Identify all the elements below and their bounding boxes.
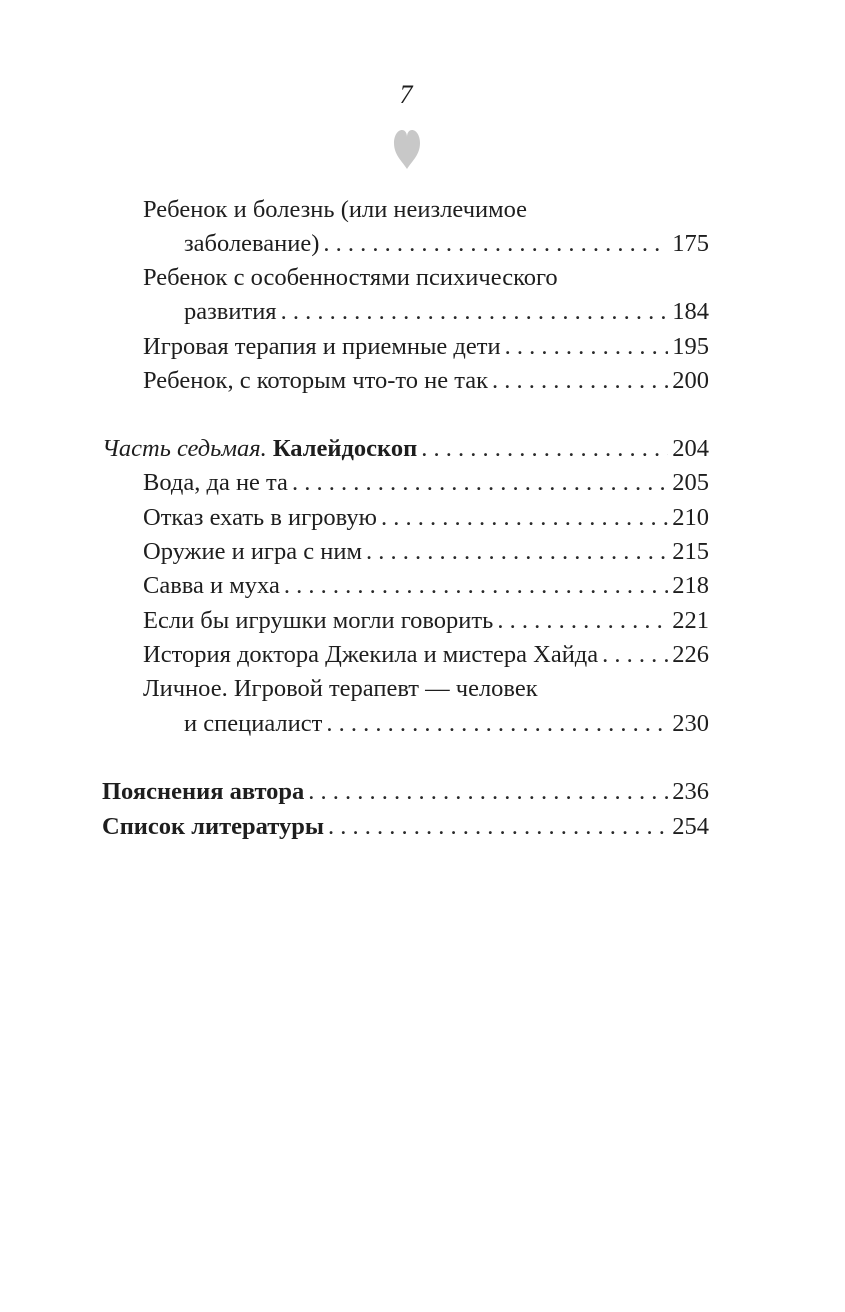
part-title: Калейдоскоп	[272, 435, 418, 462]
toc-page-number: 200	[672, 367, 709, 394]
toc-entry-continuation[interactable]	[184, 227, 709, 261]
toc-entry-title-line: развития	[184, 298, 277, 325]
toc-entry[interactable]	[143, 535, 709, 569]
toc-page-number: 236	[672, 778, 709, 805]
toc-entry-title-line: Ребенок и болезнь (или неизлечимое	[143, 196, 528, 223]
toc-entry-title: Оружие и игра с ним	[143, 538, 362, 565]
toc-entry[interactable]	[143, 604, 709, 638]
toc-entry-title-line: Личное. Игровой терапевт — человек	[143, 675, 538, 702]
toc-part-heading[interactable]	[102, 432, 709, 466]
toc-entry-title: История доктора Джекила и мистера Хайда	[143, 641, 599, 668]
dot-leader	[505, 330, 669, 364]
dot-leader	[328, 810, 668, 844]
toc-page-number: 195	[672, 333, 709, 360]
toc-entry-title-line: заболевание)	[184, 230, 320, 257]
toc-entry[interactable]	[143, 261, 709, 295]
toc-page-number: 175	[672, 230, 709, 257]
dot-leader	[492, 364, 668, 398]
toc-page-number: 254	[672, 813, 709, 840]
dot-leader	[281, 295, 669, 329]
toc-entry-continuation[interactable]	[184, 707, 709, 741]
toc-page-number: 184	[672, 298, 709, 325]
toc-back-entry[interactable]	[102, 775, 709, 809]
toc-entry[interactable]	[143, 501, 709, 535]
dot-leader	[381, 501, 668, 535]
toc-page-number: 205	[672, 469, 709, 496]
toc-page-number: 204	[672, 435, 709, 462]
toc-back-entry[interactable]	[102, 810, 709, 844]
toc-entry[interactable]	[143, 364, 709, 398]
toc-entry[interactable]	[143, 672, 709, 706]
page-number: 7	[399, 80, 413, 109]
toc-entry[interactable]	[143, 330, 709, 364]
dot-leader	[308, 775, 668, 809]
toc-page-number: 215	[672, 538, 709, 565]
dot-leader	[292, 466, 668, 500]
dot-leader	[421, 432, 668, 466]
toc-entry-title: Отказ ехать в игровую	[143, 504, 377, 531]
toc-entry-title: Савва и муха	[143, 572, 280, 599]
toc-entry-continuation[interactable]	[184, 295, 709, 329]
dot-leader	[323, 227, 668, 261]
dot-leader	[497, 604, 668, 638]
toc-entry[interactable]	[143, 638, 709, 672]
toc-page-number: 210	[672, 504, 709, 531]
toc-page-number: 218	[672, 572, 709, 599]
toc-entry[interactable]	[143, 569, 709, 603]
toc-entry-title: Вода, да не та	[143, 469, 288, 496]
heart-icon	[392, 127, 422, 169]
toc-entry[interactable]	[143, 193, 709, 227]
toc-page-number: 226	[672, 641, 709, 668]
toc-entry-title: Если бы игрушки могли говорить	[143, 607, 494, 634]
toc-entry-title-line: и специалист	[184, 710, 323, 737]
dot-leader	[284, 569, 668, 603]
dot-leader	[326, 707, 668, 741]
toc-entry[interactable]	[143, 466, 709, 500]
toc-page-number: 221	[672, 607, 709, 634]
toc-entry-title: Игровая терапия и приемные дети	[143, 333, 501, 360]
dot-leader	[366, 535, 668, 569]
toc-entry-title: Пояснения автора	[102, 778, 305, 805]
toc-page-number: 230	[672, 710, 709, 737]
toc-entry-title: Ребенок, с которым что-то не так	[143, 367, 489, 394]
toc-entry-title-line: Ребенок с особенностями психического	[143, 264, 558, 291]
toc-entry-title: Список литературы	[102, 813, 325, 840]
part-prefix: Часть седьмая.	[102, 435, 267, 462]
dot-leader	[602, 638, 668, 672]
